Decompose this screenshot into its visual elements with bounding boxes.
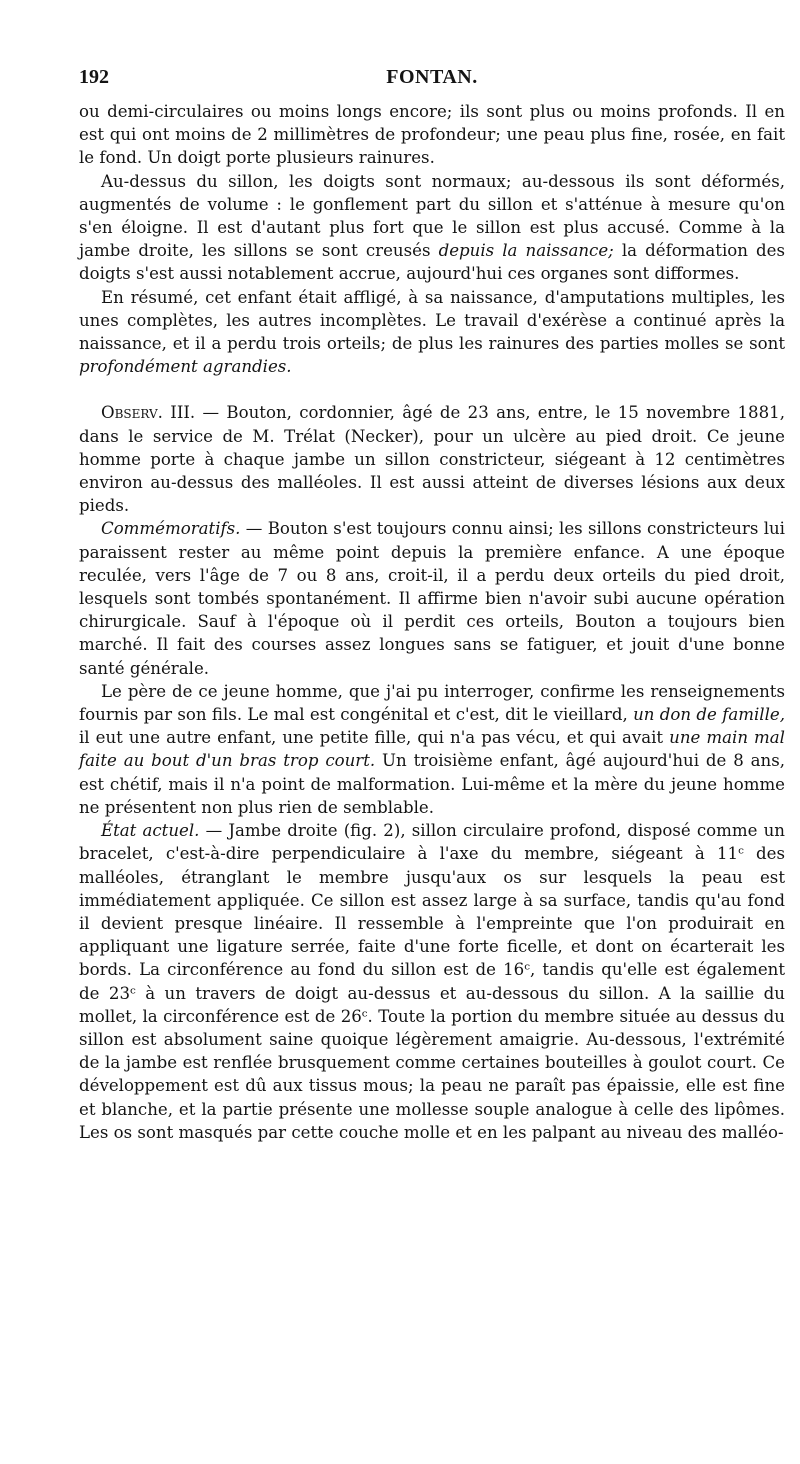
running-title: FONTAN. bbox=[386, 66, 478, 88]
text-segment: Au-dessus du sillon, les doigts sont normaux; au-dessous ils sont déformés, augmentés de volume : le gonflement part du sillon et s'atténue à mesure qu'on s'en éloigne. Il est d'autant plus fort que le sillon est plus accusé. Comme à la jambe droite, les sillons se sont creusés bbox=[79, 171, 785, 261]
paragraph-finger-grooves bbox=[79, 100, 785, 170]
section-label: État actuel. bbox=[101, 821, 200, 841]
text-segment: — Bouton s'est toujours connu ainsi; les sillons constricteurs lui paraissent rester au même point depuis la première enfance. A une époque reculée, vers l'âge de 7 ou 8 ans, croit-il, il a perdu deux orteils du pied droit, lesquels sont tombés spontanément. Il affirme bien n'avoir subi aucune opération chirurgicale. Sauf à l'époque où il perdit ces orteils, Bouton a toujours bien marché. Il fait des courses assez longues sans se fatiguer, et jouit d'une bonne santé générale. bbox=[79, 519, 785, 678]
book-page bbox=[79, 60, 785, 1144]
paragraph-etat-actuel bbox=[79, 819, 785, 1144]
paragraph-observation-3 bbox=[79, 401, 785, 517]
text-segment: la déformation des doigts s'est aussi notablement accrue, aujourd'hui ces organes sont difformes. bbox=[79, 241, 786, 284]
italic-phrase: depuis la naissance; bbox=[438, 241, 614, 261]
observation-label: Observ. bbox=[101, 403, 163, 423]
paragraph-commemoratifs bbox=[79, 517, 785, 679]
text-segment: ou demi-circulaires ou moins longs encore; ils sont plus ou moins profonds. Il en est qui ont moins de 2 millimètres de profondeur; une peau plus fine, rosée, en fait le fond. Un doigt porte plusieurs rainures. bbox=[79, 102, 785, 168]
page-number: 192 bbox=[79, 66, 109, 88]
italic-phrase: un don de famille, bbox=[633, 705, 785, 725]
section-spacer bbox=[79, 378, 785, 401]
text-segment: — Jambe droite (fig. 2), sillon circulaire profond, disposé comme un bracelet, c'est-à-dire perpendiculaire à l'axe du membre, siégeant à 11ᶜ des malléoles, étranglant le membre jusqu'aux os sur lesquels la peau est immédiatement appliquée. Ce sillon est assez large à sa surface, tandis qu'au fond il devient presque linéaire. Il ressemble à l'empreinte que l'on produirait en appliquant une ligature serrée, faite d'une forte ficelle, et dont on écarterait les bords. La circonférence au fond du sillon est de 16ᶜ, tandis qu'elle est également de 23ᶜ à un travers de doigt au-dessus et au-dessous du sillon. A la saillie du mollet, la circonférence est de 26ᶜ. Toute la portion du membre située au dessus du sillon est absolument saine quoique légèrement amaigrie. Au-dessous, l'extrémité de la jambe est renflée brusquement comme certaines bouteilles à goulot court. Ce développement est dû aux tissus mous; la peau ne paraît pas épaissie, elle est fine et blanche, et la partie présente une mollesse souple analogue à celle des lipômes. Les os sont masqués par cette couche molle et en les palpant au niveau des malléo- bbox=[79, 821, 785, 1142]
body-text bbox=[79, 100, 785, 1144]
text-segment: Le père de ce jeune homme, que j'ai pu interroger, confirme les renseignements fournis par son fils. Le mal est congénital et c'est, dit le vieillard, bbox=[79, 681, 785, 725]
text-segment: il eut une autre enfant, une petite fille, qui n'a pas vécu, et qui avait bbox=[79, 728, 670, 748]
paragraph-finger-deformation bbox=[79, 170, 785, 286]
text-segment: En résumé, cet enfant était affligé, à sa naissance, d'amputations multiples, les unes complètes, les autres incomplètes. Le travail d'exérèse a continué après la naissance, et il a perdu trois orteils; de plus les rainures des parties molles se sont bbox=[79, 287, 785, 354]
italic-phrase: profondément agrandies. bbox=[79, 357, 292, 377]
paragraph-summary bbox=[79, 286, 785, 379]
text-segment: Un troisième enfant, âgé aujourd'hui de 8 ans, est chétif, mais il n'a point de malformation. Lui-même et la mère du jeune homme ne présentent non plus rien de semblable. bbox=[79, 751, 785, 817]
paragraph-family-history bbox=[79, 680, 785, 819]
text-segment: III. — Bouton, cordonnier, âgé de 23 ans, entre, le 15 novembre 1881, dans le service de M. Trélat (Necker), pour un ulcère au pied droit. Ce jeune homme porte à chaque jambe un sillon constricteur, siégeant à 12 centimètres environ au-dessus des malléoles. Il est aussi atteint de diverses lésions aux deux pieds. bbox=[79, 403, 785, 516]
section-label: Commémoratifs. bbox=[101, 519, 241, 539]
page-header bbox=[79, 60, 785, 100]
italic-phrase: une main mal faite au bout d'un bras trop court. bbox=[79, 728, 785, 771]
